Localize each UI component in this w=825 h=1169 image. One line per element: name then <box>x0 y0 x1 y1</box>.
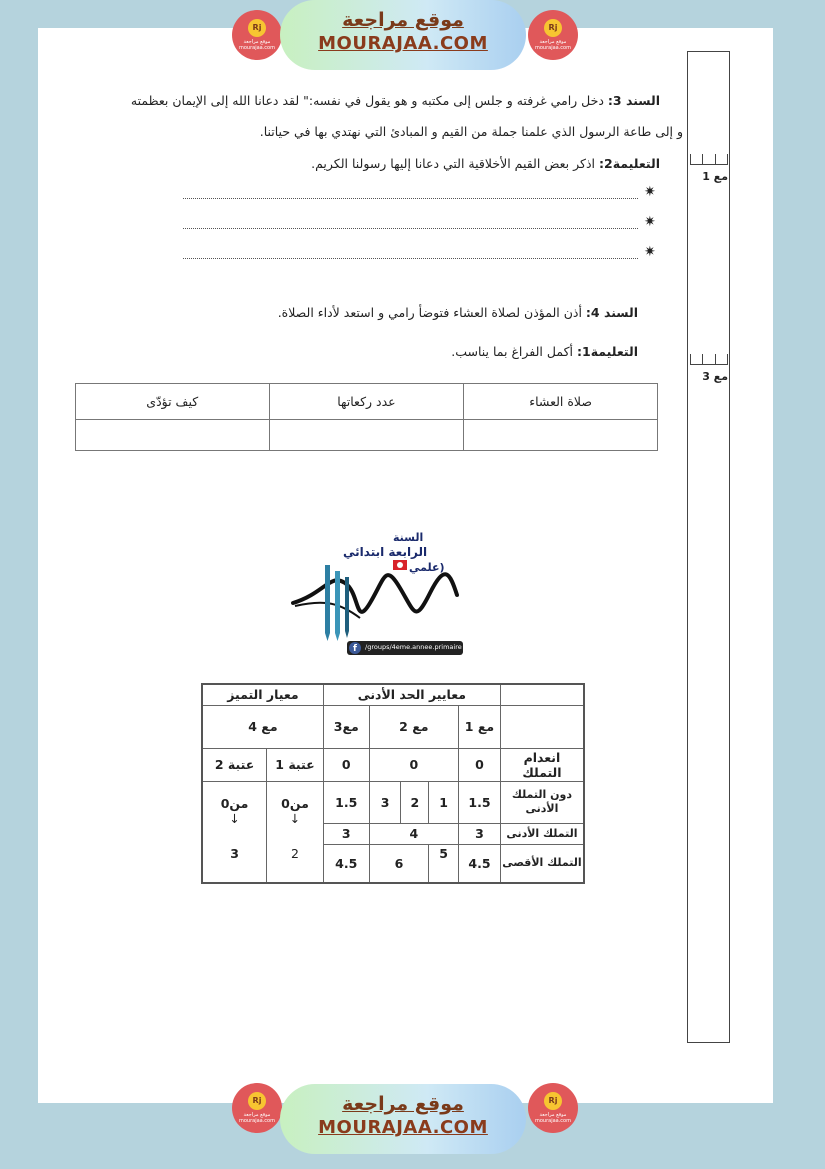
talima2-line: التعليمة2: اذكر بعض القيم الأخلاقية التي دعانا إليها رسولنا الكريم. <box>311 156 660 171</box>
answer-line-3[interactable] <box>183 248 638 259</box>
step-1-max: 2 <box>291 845 299 861</box>
header-excellence-criterion: معيار التميز <box>202 684 323 705</box>
site-logo-right-top: Rj موقع مراجعة mourajaa.com <box>528 10 578 60</box>
row-label-maximum-mastery: التملك الأقصى <box>500 844 584 883</box>
row2-c2a: 1 <box>429 781 459 823</box>
step-2-range: من0 ↓ 3 <box>202 781 267 883</box>
row4-c2b: 6 <box>369 844 429 883</box>
prayer-table <box>75 383 658 451</box>
talima1-label: التعليمة1: <box>576 344 638 359</box>
row4-c1: 4.5 <box>459 844 501 883</box>
logo-badge-icon: Rj <box>544 19 562 37</box>
row2-c3: 1.5 <box>323 781 369 823</box>
criterion-4: مع 4 <box>202 705 323 748</box>
site-logo-left-bottom: Rj موقع مراجعة mourajaa.com <box>232 1083 282 1133</box>
margin-mark-3: مع 3 <box>702 370 728 383</box>
site-name-arabic[interactable]: موقع مراجعة <box>342 9 464 31</box>
step-1-header: عتبة 1 <box>267 748 324 781</box>
bullet-star-icon: ✷ <box>644 214 656 230</box>
answer-cell-isha[interactable] <box>464 420 658 451</box>
step-2-max: 3 <box>230 845 239 861</box>
grading-criteria-table <box>201 683 585 884</box>
row3-c2: 4 <box>369 823 458 844</box>
talima1-line: التعليمة1: أكمل الفراغ بما يناسب. <box>451 344 638 359</box>
talima2-label: التعليمة2: <box>598 156 660 171</box>
row-label-minimum-mastery: التملك الأدنى <box>500 823 584 844</box>
row4-c3: 4.5 <box>323 844 369 883</box>
sanad3-line1: السند 3: دخل رامي غرفته و جلس إلى مكتبه و هو يقول في نفسه:" لقد دعانا الله إلى الإيمان بعظمته <box>130 93 660 108</box>
site-name-arabic[interactable]: موقع مراجعة <box>342 1093 464 1115</box>
row-label-no-mastery: انعدام التملك <box>500 748 584 781</box>
row3-c1: 3 <box>459 823 501 844</box>
sanad3-line2: و إلى طاعة الرسول الذي علمنا جملة من القيم و المبادئ التي نهتدي بها في حياتنا. <box>259 124 683 139</box>
answer-line-2[interactable] <box>183 218 638 229</box>
logo-badge-icon: Rj <box>544 1092 562 1110</box>
row4-c2a: 5 <box>429 844 459 883</box>
header-how-performed: كيف تؤدّى <box>76 384 270 420</box>
down-arrow-icon: ↓ <box>229 810 240 826</box>
row1-c1: 0 <box>459 748 501 781</box>
logo-line-3: (علمي <box>409 561 445 574</box>
header-rakaat-count: عدد ركعاتها <box>269 384 464 420</box>
row1-c2: 0 <box>369 748 458 781</box>
row2-c2b: 2 <box>401 781 429 823</box>
logo-line-1: السنة <box>393 531 424 544</box>
grading-margin-column <box>687 51 730 1043</box>
row3-c3: 3 <box>323 823 369 844</box>
svg-text:f: f <box>353 644 357 654</box>
sanad3-label: السند 3: <box>607 93 660 108</box>
mark-ticks-1 <box>690 154 728 165</box>
site-banner-top[interactable] <box>280 0 526 70</box>
answer-cell-how[interactable] <box>76 420 270 451</box>
fourth-grade-logo <box>285 533 470 661</box>
mark-ticks-3 <box>690 354 728 365</box>
site-domain-link[interactable]: MOURAJAA.COM <box>318 33 488 54</box>
criterion-2: مع 2 <box>369 705 458 748</box>
row1-c3: 0 <box>323 748 369 781</box>
logo-badge-icon: Rj <box>248 19 266 37</box>
sanad4-line: السند 4: أذن المؤذن لصلاة العشاء فتوضأ رامي و استعد لأداء الصلاة. <box>277 305 638 320</box>
margin-mark-1: مع 1 <box>702 170 728 183</box>
header-isha-prayer: صلاة العشاء <box>464 384 658 420</box>
answer-line-1[interactable] <box>183 188 638 199</box>
bullet-star-icon: ✷ <box>644 244 656 260</box>
logo-line-2: الرابعة ابتدائي <box>343 545 428 559</box>
row2-c2c: 3 <box>369 781 401 823</box>
bullet-star-icon: ✷ <box>644 184 656 200</box>
site-logo-left-top: Rj موقع مراجعة mourajaa.com <box>232 10 282 60</box>
row-label-below-minimum: دون التملك الأدنى <box>500 781 584 823</box>
site-banner-bottom[interactable] <box>280 1084 526 1154</box>
answer-cell-rakaat[interactable] <box>269 420 464 451</box>
site-logo-right-bottom: Rj موقع مراجعة mourajaa.com <box>528 1083 578 1133</box>
down-arrow-icon: ↓ <box>289 810 301 826</box>
site-domain-link[interactable]: MOURAJAA.COM <box>318 1117 488 1138</box>
header-minimum-criteria: معايير الحد الأدنى <box>323 684 500 705</box>
step-2-header: عتبة 2 <box>202 748 267 781</box>
row2-c1: 1.5 <box>459 781 501 823</box>
step-1-range: من0 ↓ 2 <box>267 781 324 883</box>
logo-badge-icon: Rj <box>248 1092 266 1110</box>
logo-facebook-group: /groups/4eme.annee.primaire <box>365 643 462 651</box>
criterion-3: مع3 <box>323 705 369 748</box>
criterion-1: مع 1 <box>459 705 501 748</box>
sanad4-label: السند 4: <box>585 305 638 320</box>
